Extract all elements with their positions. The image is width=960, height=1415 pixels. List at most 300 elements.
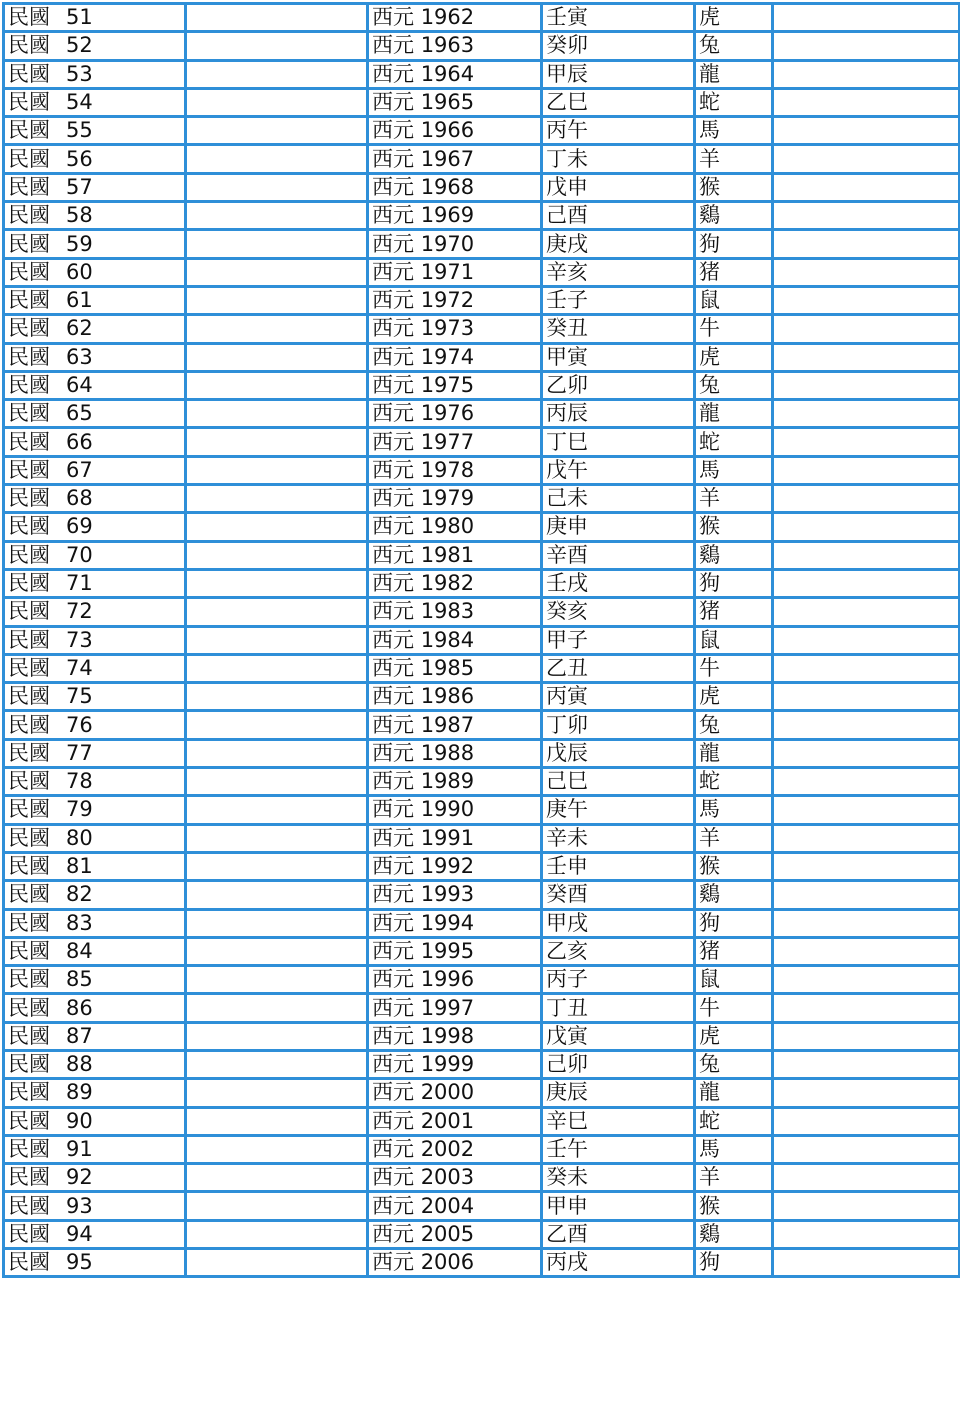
ad-prefix: 西元 — [372, 288, 414, 313]
ad-year-cell — [368, 60, 542, 88]
ad-year-cell — [368, 1107, 542, 1135]
zodiac-cell: 龍 — [695, 1079, 773, 1107]
ad-year-number: 1987 — [420, 712, 475, 737]
ad-prefix: 西元 — [372, 655, 414, 680]
ganzhi-cell: 己酉 — [542, 202, 695, 230]
table-row — [4, 994, 960, 1022]
table-row — [4, 541, 960, 569]
ganzhi-cell: 辛巳 — [542, 1107, 695, 1135]
ad-prefix: 西元 — [372, 1193, 414, 1218]
roc-prefix: 民國 — [8, 797, 50, 822]
ad-year-number: 1992 — [420, 854, 475, 879]
zodiac-cell: 猪 — [695, 598, 773, 626]
empty-cell — [773, 1249, 960, 1277]
empty-cell — [186, 202, 368, 230]
roc-year-cell — [4, 1135, 186, 1163]
ganzhi-cell: 壬午 — [542, 1135, 695, 1163]
empty-cell — [186, 966, 368, 994]
zodiac-cell: 狗 — [695, 230, 773, 258]
empty-cell — [773, 1192, 960, 1220]
ad-year-cell — [368, 1050, 542, 1078]
ad-year-number: 2005 — [420, 1221, 475, 1246]
ad-year-number: 1962 — [420, 5, 475, 30]
empty-cell — [773, 258, 960, 286]
zodiac-cell: 虎 — [695, 343, 773, 371]
ad-year-cell — [368, 1022, 542, 1050]
ad-year-cell — [368, 683, 542, 711]
roc-year-number: 80 — [66, 825, 93, 850]
zodiac-cell: 虎 — [695, 683, 773, 711]
ganzhi-cell: 戊辰 — [542, 739, 695, 767]
zodiac-cell: 牛 — [695, 654, 773, 682]
ganzhi-cell: 壬申 — [542, 852, 695, 880]
ad-year-number: 2004 — [420, 1193, 475, 1218]
empty-cell — [773, 485, 960, 513]
roc-year-cell — [4, 400, 186, 428]
empty-cell — [186, 315, 368, 343]
ad-year-cell — [368, 739, 542, 767]
ganzhi-cell: 甲申 — [542, 1192, 695, 1220]
ganzhi-cell: 庚午 — [542, 796, 695, 824]
empty-cell — [186, 286, 368, 314]
ad-prefix: 西元 — [372, 769, 414, 794]
roc-year-number: 65 — [66, 401, 93, 426]
empty-cell — [773, 88, 960, 116]
roc-prefix: 民國 — [8, 1137, 50, 1162]
zodiac-cell: 蛇 — [695, 1107, 773, 1135]
ganzhi-cell: 丙辰 — [542, 400, 695, 428]
ad-prefix: 西元 — [372, 882, 414, 907]
empty-cell — [186, 1135, 368, 1163]
roc-year-cell — [4, 626, 186, 654]
empty-cell — [186, 343, 368, 371]
ganzhi-cell: 癸丑 — [542, 315, 695, 343]
empty-cell — [186, 1107, 368, 1135]
roc-year-cell — [4, 1107, 186, 1135]
roc-year-number: 69 — [66, 514, 93, 539]
roc-year-cell — [4, 881, 186, 909]
ad-year-number: 1986 — [420, 684, 475, 709]
roc-year-number: 92 — [66, 1165, 93, 1190]
ad-year-number: 1968 — [420, 174, 475, 199]
roc-prefix: 民國 — [8, 429, 50, 454]
roc-prefix: 民國 — [8, 61, 50, 86]
zodiac-cell: 牛 — [695, 994, 773, 1022]
roc-year-cell — [4, 371, 186, 399]
ad-year-cell — [368, 541, 542, 569]
ad-year-number: 1982 — [420, 571, 475, 596]
empty-cell — [186, 117, 368, 145]
roc-year-cell — [4, 711, 186, 739]
ad-prefix: 西元 — [372, 967, 414, 992]
ad-year-cell — [368, 428, 542, 456]
ganzhi-cell: 甲戌 — [542, 909, 695, 937]
ganzhi-cell: 乙酉 — [542, 1220, 695, 1248]
empty-cell — [186, 909, 368, 937]
ganzhi-cell: 辛未 — [542, 824, 695, 852]
table-row — [4, 485, 960, 513]
table-row — [4, 824, 960, 852]
roc-year-cell — [4, 1164, 186, 1192]
roc-prefix: 民國 — [8, 1221, 50, 1246]
table-row — [4, 4, 960, 32]
roc-year-number: 87 — [66, 1023, 93, 1048]
empty-cell — [186, 1050, 368, 1078]
ad-prefix: 西元 — [372, 401, 414, 426]
ad-year-cell — [368, 598, 542, 626]
ad-prefix: 西元 — [372, 825, 414, 850]
ad-year-number: 2006 — [420, 1250, 475, 1275]
ad-year-number: 1967 — [420, 146, 475, 171]
ad-year-number: 1985 — [420, 655, 475, 680]
roc-year-cell — [4, 1220, 186, 1248]
table-row — [4, 768, 960, 796]
table-row — [4, 202, 960, 230]
zodiac-cell: 馬 — [695, 796, 773, 824]
table-row — [4, 937, 960, 965]
roc-year-cell — [4, 60, 186, 88]
ad-year-cell — [368, 796, 542, 824]
table-row — [4, 145, 960, 173]
table-row — [4, 598, 960, 626]
empty-cell — [186, 937, 368, 965]
table-row — [4, 32, 960, 60]
roc-prefix: 民國 — [8, 118, 50, 143]
empty-cell — [186, 1022, 368, 1050]
empty-cell — [773, 852, 960, 880]
roc-year-number: 78 — [66, 769, 93, 794]
roc-year-number: 79 — [66, 797, 93, 822]
roc-year-cell — [4, 1192, 186, 1220]
roc-prefix: 民國 — [8, 882, 50, 907]
table-row — [4, 428, 960, 456]
roc-year-number: 58 — [66, 203, 93, 228]
roc-year-cell — [4, 513, 186, 541]
table-row — [4, 1050, 960, 1078]
zodiac-cell: 鷄 — [695, 541, 773, 569]
ad-year-cell — [368, 145, 542, 173]
roc-year-number: 73 — [66, 627, 93, 652]
ad-year-number: 1978 — [420, 457, 475, 482]
ad-year-cell — [368, 711, 542, 739]
roc-prefix: 民國 — [8, 542, 50, 567]
ad-prefix: 西元 — [372, 486, 414, 511]
roc-prefix: 民國 — [8, 740, 50, 765]
ganzhi-cell: 癸酉 — [542, 881, 695, 909]
roc-prefix: 民國 — [8, 231, 50, 256]
ad-prefix: 西元 — [372, 910, 414, 935]
empty-cell — [773, 371, 960, 399]
ganzhi-cell: 甲辰 — [542, 60, 695, 88]
empty-cell — [773, 286, 960, 314]
ad-year-cell — [368, 230, 542, 258]
roc-prefix: 民國 — [8, 146, 50, 171]
roc-year-cell — [4, 739, 186, 767]
ad-year-number: 1999 — [420, 1052, 475, 1077]
roc-year-number: 88 — [66, 1052, 93, 1077]
table-body — [4, 4, 960, 1277]
roc-year-cell — [4, 1050, 186, 1078]
empty-cell — [773, 1164, 960, 1192]
roc-year-number: 64 — [66, 373, 93, 397]
ad-year-cell — [368, 1135, 542, 1163]
ad-year-cell — [368, 1164, 542, 1192]
roc-year-cell — [4, 654, 186, 682]
empty-cell — [186, 711, 368, 739]
zodiac-cell: 鼠 — [695, 626, 773, 654]
ad-year-number: 1996 — [420, 967, 475, 992]
roc-year-number: 53 — [66, 61, 93, 86]
empty-cell — [773, 994, 960, 1022]
ganzhi-cell: 庚辰 — [542, 1079, 695, 1107]
ad-year-number: 1989 — [420, 769, 475, 794]
roc-year-number: 66 — [66, 429, 93, 454]
zodiac-cell: 羊 — [695, 485, 773, 513]
ad-year-cell — [368, 4, 542, 32]
empty-cell — [773, 909, 960, 937]
roc-year-number: 95 — [66, 1250, 93, 1275]
ganzhi-cell: 壬子 — [542, 286, 695, 314]
ganzhi-cell: 辛酉 — [542, 541, 695, 569]
empty-cell — [773, 145, 960, 173]
roc-year-cell — [4, 1079, 186, 1107]
roc-year-number: 77 — [66, 740, 93, 765]
empty-cell — [773, 1022, 960, 1050]
ganzhi-cell: 辛亥 — [542, 258, 695, 286]
table-row — [4, 117, 960, 145]
roc-prefix: 民國 — [8, 90, 50, 115]
zodiac-cell: 虎 — [695, 4, 773, 32]
empty-cell — [773, 1107, 960, 1135]
ganzhi-cell: 乙巳 — [542, 88, 695, 116]
ad-year-cell — [368, 824, 542, 852]
zodiac-cell: 蛇 — [695, 428, 773, 456]
table-row — [4, 88, 960, 116]
empty-cell — [186, 456, 368, 484]
ad-prefix: 西元 — [372, 542, 414, 567]
table-row — [4, 343, 960, 371]
empty-cell — [186, 1220, 368, 1248]
ad-year-cell — [368, 852, 542, 880]
roc-year-number: 57 — [66, 174, 93, 199]
table-row — [4, 60, 960, 88]
roc-prefix: 民國 — [8, 627, 50, 652]
ad-year-number: 1990 — [420, 797, 475, 822]
ganzhi-cell: 乙亥 — [542, 937, 695, 965]
empty-cell — [186, 32, 368, 60]
ad-year-cell — [368, 1079, 542, 1107]
empty-cell — [186, 428, 368, 456]
roc-year-cell — [4, 796, 186, 824]
ad-year-cell — [368, 286, 542, 314]
zodiac-cell: 兔 — [695, 1050, 773, 1078]
table-row — [4, 1249, 960, 1277]
zodiac-cell: 羊 — [695, 145, 773, 173]
empty-cell — [773, 569, 960, 597]
zodiac-cell: 馬 — [695, 117, 773, 145]
empty-cell — [773, 1050, 960, 1078]
ad-prefix: 西元 — [372, 344, 414, 369]
empty-cell — [186, 60, 368, 88]
empty-cell — [186, 541, 368, 569]
empty-cell — [773, 202, 960, 230]
roc-year-cell — [4, 994, 186, 1022]
ganzhi-cell: 乙丑 — [542, 654, 695, 682]
roc-prefix: 民國 — [8, 203, 50, 228]
table-row — [4, 881, 960, 909]
empty-cell — [186, 88, 368, 116]
zodiac-cell: 蛇 — [695, 768, 773, 796]
roc-year-cell — [4, 4, 186, 32]
ad-year-number: 1983 — [420, 599, 475, 624]
zodiac-cell: 馬 — [695, 456, 773, 484]
ad-year-number: 1972 — [420, 288, 475, 313]
ad-prefix: 西元 — [372, 1250, 414, 1275]
roc-prefix: 民國 — [8, 457, 50, 482]
roc-year-cell — [4, 598, 186, 626]
roc-year-cell — [4, 541, 186, 569]
ad-year-cell — [368, 88, 542, 116]
ad-prefix: 西元 — [372, 938, 414, 963]
table-row — [4, 230, 960, 258]
roc-year-number: 59 — [66, 231, 93, 256]
roc-year-cell — [4, 117, 186, 145]
roc-year-number: 89 — [66, 1080, 93, 1105]
ad-prefix: 西元 — [372, 203, 414, 228]
ad-prefix: 西元 — [372, 1080, 414, 1105]
table-row — [4, 1192, 960, 1220]
empty-cell — [186, 1164, 368, 1192]
ad-prefix: 西元 — [372, 373, 414, 397]
ad-year-cell — [368, 343, 542, 371]
ad-prefix: 西元 — [372, 61, 414, 86]
empty-cell — [186, 173, 368, 201]
ad-year-number: 1971 — [420, 259, 475, 284]
empty-cell — [773, 513, 960, 541]
ganzhi-cell: 丁未 — [542, 145, 695, 173]
empty-cell — [773, 4, 960, 32]
table-row — [4, 569, 960, 597]
zodiac-cell: 狗 — [695, 569, 773, 597]
zodiac-cell: 鼠 — [695, 286, 773, 314]
empty-cell — [773, 541, 960, 569]
roc-year-number: 74 — [66, 655, 93, 680]
zodiac-cell: 牛 — [695, 315, 773, 343]
ad-year-cell — [368, 881, 542, 909]
empty-cell — [186, 1079, 368, 1107]
table-row — [4, 513, 960, 541]
roc-year-number: 91 — [66, 1137, 93, 1162]
ad-prefix: 西元 — [372, 1165, 414, 1190]
ad-prefix: 西元 — [372, 1221, 414, 1246]
empty-cell — [773, 315, 960, 343]
ad-prefix: 西元 — [372, 33, 414, 58]
zodiac-cell: 兔 — [695, 711, 773, 739]
table-row — [4, 258, 960, 286]
empty-cell — [773, 230, 960, 258]
empty-cell — [773, 626, 960, 654]
roc-year-cell — [4, 88, 186, 116]
empty-cell — [186, 400, 368, 428]
roc-year-number: 51 — [66, 5, 93, 30]
zodiac-cell: 羊 — [695, 1164, 773, 1192]
roc-year-number: 61 — [66, 288, 93, 313]
ad-year-cell — [368, 569, 542, 597]
ganzhi-cell: 丙子 — [542, 966, 695, 994]
zodiac-cell: 馬 — [695, 1135, 773, 1163]
roc-year-number: 83 — [66, 910, 93, 935]
table-row — [4, 626, 960, 654]
empty-cell — [186, 626, 368, 654]
roc-prefix: 民國 — [8, 599, 50, 624]
roc-prefix: 民國 — [8, 33, 50, 58]
empty-cell — [773, 966, 960, 994]
ad-prefix: 西元 — [372, 599, 414, 624]
empty-cell — [186, 824, 368, 852]
roc-year-number: 71 — [66, 571, 93, 596]
roc-prefix: 民國 — [8, 910, 50, 935]
roc-prefix: 民國 — [8, 486, 50, 511]
roc-year-number: 81 — [66, 854, 93, 879]
ad-prefix: 西元 — [372, 684, 414, 709]
ganzhi-cell: 戊午 — [542, 456, 695, 484]
table-row — [4, 1164, 960, 1192]
table-row — [4, 852, 960, 880]
empty-cell — [186, 569, 368, 597]
roc-prefix: 民國 — [8, 1250, 50, 1275]
roc-year-cell — [4, 937, 186, 965]
ad-year-number: 1974 — [420, 344, 475, 369]
roc-year-cell — [4, 966, 186, 994]
zodiac-cell: 兔 — [695, 371, 773, 399]
table-row — [4, 286, 960, 314]
roc-year-number: 75 — [66, 684, 93, 709]
ad-year-cell — [368, 994, 542, 1022]
roc-prefix: 民國 — [8, 1023, 50, 1048]
roc-year-number: 85 — [66, 967, 93, 992]
zodiac-cell: 猪 — [695, 258, 773, 286]
ad-year-number: 2002 — [420, 1137, 475, 1162]
ad-year-cell — [368, 937, 542, 965]
roc-year-number: 86 — [66, 995, 93, 1020]
zodiac-cell: 龍 — [695, 400, 773, 428]
ad-year-number: 1965 — [420, 90, 475, 115]
empty-cell — [773, 598, 960, 626]
ganzhi-cell: 丁卯 — [542, 711, 695, 739]
empty-cell — [773, 60, 960, 88]
ad-prefix: 西元 — [372, 457, 414, 482]
ad-prefix: 西元 — [372, 571, 414, 596]
empty-cell — [773, 456, 960, 484]
roc-year-cell — [4, 230, 186, 258]
zodiac-cell: 狗 — [695, 1249, 773, 1277]
empty-cell — [186, 796, 368, 824]
roc-year-cell — [4, 286, 186, 314]
ad-year-cell — [368, 513, 542, 541]
ad-year-number: 1979 — [420, 486, 475, 511]
ganzhi-cell: 癸亥 — [542, 598, 695, 626]
empty-cell — [773, 824, 960, 852]
empty-cell — [186, 739, 368, 767]
empty-cell — [773, 32, 960, 60]
table-row — [4, 371, 960, 399]
zodiac-cell: 猴 — [695, 1192, 773, 1220]
roc-year-number: 70 — [66, 542, 93, 567]
ad-prefix: 西元 — [372, 429, 414, 454]
roc-prefix: 民國 — [8, 1193, 50, 1218]
table-row — [4, 683, 960, 711]
ad-year-cell — [368, 32, 542, 60]
